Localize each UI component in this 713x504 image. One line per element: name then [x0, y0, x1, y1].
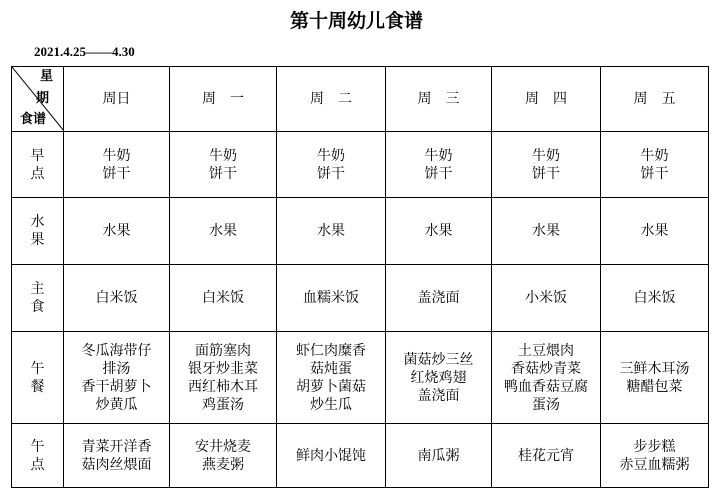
- dish-line: 牛奶: [532, 147, 560, 164]
- dish-line: 燕麦粥: [202, 456, 244, 473]
- dish-line: 炒黄瓜: [95, 396, 138, 413]
- dish-line: 面筋塞肉: [195, 342, 251, 359]
- menu-cell: [386, 332, 492, 424]
- dish-line: 红烧鸡翅: [410, 369, 467, 386]
- dish-line: 白米饭: [95, 290, 138, 306]
- day-header: 周日: [64, 67, 170, 132]
- dish-line: 白米饭: [202, 290, 244, 306]
- menu-cell: [64, 332, 170, 424]
- dish-line: 鸡蛋汤: [202, 396, 244, 413]
- dish-line: 小米饭: [525, 290, 567, 306]
- row-label: [12, 265, 64, 332]
- dish-line: 鲜肉小馄饨: [296, 447, 366, 464]
- page-title: 第十周幼儿食谱: [289, 10, 423, 32]
- dish-line: 水果: [102, 223, 131, 239]
- dish-line: 步步糕: [633, 438, 676, 455]
- menu-cell: [64, 424, 170, 488]
- dish-line: 安井烧麦: [195, 438, 251, 455]
- menu-cell: [170, 332, 277, 424]
- menu-table: [11, 66, 709, 488]
- dish-line: 银牙炒韭菜: [188, 360, 258, 377]
- menu-cell: [386, 424, 492, 488]
- corner-label-top: 星: [40, 69, 54, 84]
- dish-line: 牛奶: [317, 147, 345, 164]
- menu-cell: [277, 265, 386, 332]
- dish-line: 饼干: [209, 165, 237, 182]
- corner-cell: [12, 67, 64, 132]
- menu-cell: [386, 198, 492, 265]
- dish-line: 菇肉丝煨面: [81, 456, 152, 473]
- menu-cell: [601, 265, 709, 332]
- menu-cell: [492, 132, 601, 198]
- row-label-char: 主: [30, 281, 45, 297]
- dish-line: 土豆煨肉: [518, 342, 574, 359]
- dish-line: 香菇炒青菜: [511, 360, 581, 377]
- menu-cell: [64, 132, 170, 198]
- row-label-char: 食: [30, 299, 45, 315]
- menu-cell: [492, 198, 601, 265]
- dish-line: 三鲜木耳汤: [619, 360, 690, 377]
- dish-line: 蛋汤: [532, 396, 560, 413]
- day-header: 周 二: [277, 67, 386, 132]
- row-label-char: 午: [30, 360, 45, 377]
- menu-cell: [492, 424, 601, 488]
- menu-cell: [170, 132, 277, 198]
- menu-cell: [277, 132, 386, 198]
- menu-cell: [277, 198, 386, 265]
- row-label: [12, 132, 64, 198]
- dish-line: 排汤: [102, 360, 131, 377]
- day-header: 周 三: [386, 67, 492, 132]
- row-label-char: 水: [30, 214, 45, 230]
- dish-line: 冬瓜海带仔: [81, 342, 152, 359]
- dish-line: 赤豆血糯粥: [619, 456, 690, 473]
- dish-line: 菌菇炒三丝: [403, 351, 474, 368]
- menu-cell: [601, 332, 709, 424]
- dish-line: 鸭血香菇豆腐: [504, 378, 588, 395]
- row-label: [12, 198, 64, 265]
- dish-line: 西红柿木耳: [188, 378, 258, 395]
- dish-line: 水果: [640, 223, 669, 239]
- dish-line: 桂花元宵: [518, 447, 574, 464]
- menu-cell: [277, 332, 386, 424]
- menu-body: [12, 132, 709, 488]
- dish-line: 牛奶: [424, 147, 453, 164]
- day-header: 周 五: [601, 67, 709, 132]
- row-label-char: 点: [30, 165, 45, 182]
- menu-cell: [64, 198, 170, 265]
- corner-label-bottom: 食谱: [20, 112, 47, 127]
- menu-cell: [601, 132, 709, 198]
- menu-cell: [170, 265, 277, 332]
- dish-line: 青菜开洋香: [81, 438, 152, 455]
- dish-line: 炒生瓜: [310, 396, 352, 413]
- dish-line: 水果: [532, 223, 560, 239]
- row-staple: [12, 265, 709, 332]
- menu-cell: [492, 265, 601, 332]
- row-snack: [12, 424, 709, 488]
- corner-label-middle: 期: [36, 91, 50, 106]
- dish-line: 牛奶: [640, 147, 669, 164]
- row-label-char: 餐: [30, 378, 45, 395]
- row-label-char: 午: [30, 438, 45, 455]
- dish-line: 饼干: [317, 165, 345, 182]
- dish-line: 香干胡萝卜: [81, 378, 152, 395]
- day-header: 周 一: [170, 67, 277, 132]
- menu-cell: [386, 132, 492, 198]
- menu-cell: [601, 198, 709, 265]
- row-breakfast: [12, 132, 709, 198]
- menu-cell: [277, 424, 386, 488]
- dish-line: 水果: [424, 223, 453, 239]
- menu-cell: [386, 265, 492, 332]
- header-row: [12, 67, 709, 132]
- dish-line: 虾仁肉糜香: [296, 342, 366, 359]
- dish-line: 菇炖蛋: [310, 360, 352, 377]
- dish-line: 盖浇面: [417, 387, 460, 404]
- dish-line: 胡萝卜菌菇: [296, 378, 366, 395]
- dish-line: 盖浇面: [417, 290, 460, 306]
- row-label-char: 果: [30, 232, 45, 248]
- row-label: [12, 332, 64, 424]
- row-label: [12, 424, 64, 488]
- dish-line: 水果: [209, 223, 237, 239]
- menu-cell: [64, 265, 170, 332]
- menu-cell: [601, 424, 709, 488]
- dish-line: 饼干: [424, 165, 453, 182]
- dish-line: 饼干: [532, 165, 560, 182]
- menu-cell: [170, 424, 277, 488]
- dish-line: 饼干: [102, 165, 131, 182]
- dish-line: 南瓜粥: [417, 447, 460, 464]
- row-label-char: 点: [30, 456, 45, 473]
- dish-line: 牛奶: [102, 147, 131, 164]
- dish-line: 饼干: [640, 165, 669, 182]
- dish-line: 糖醋包菜: [626, 378, 683, 395]
- dish-line: 牛奶: [209, 147, 237, 164]
- row-fruit: [12, 198, 709, 265]
- dish-line: 水果: [317, 223, 345, 239]
- dish-line: 白米饭: [633, 290, 676, 306]
- date-range: 2021.4.25——4.30: [34, 44, 135, 59]
- row-lunch: [12, 332, 709, 424]
- row-label-char: 早: [30, 147, 45, 164]
- day-header: 周 四: [492, 67, 601, 132]
- menu-cell: [170, 198, 277, 265]
- menu-cell: [492, 332, 601, 424]
- dish-line: 血糯米饭: [303, 290, 359, 306]
